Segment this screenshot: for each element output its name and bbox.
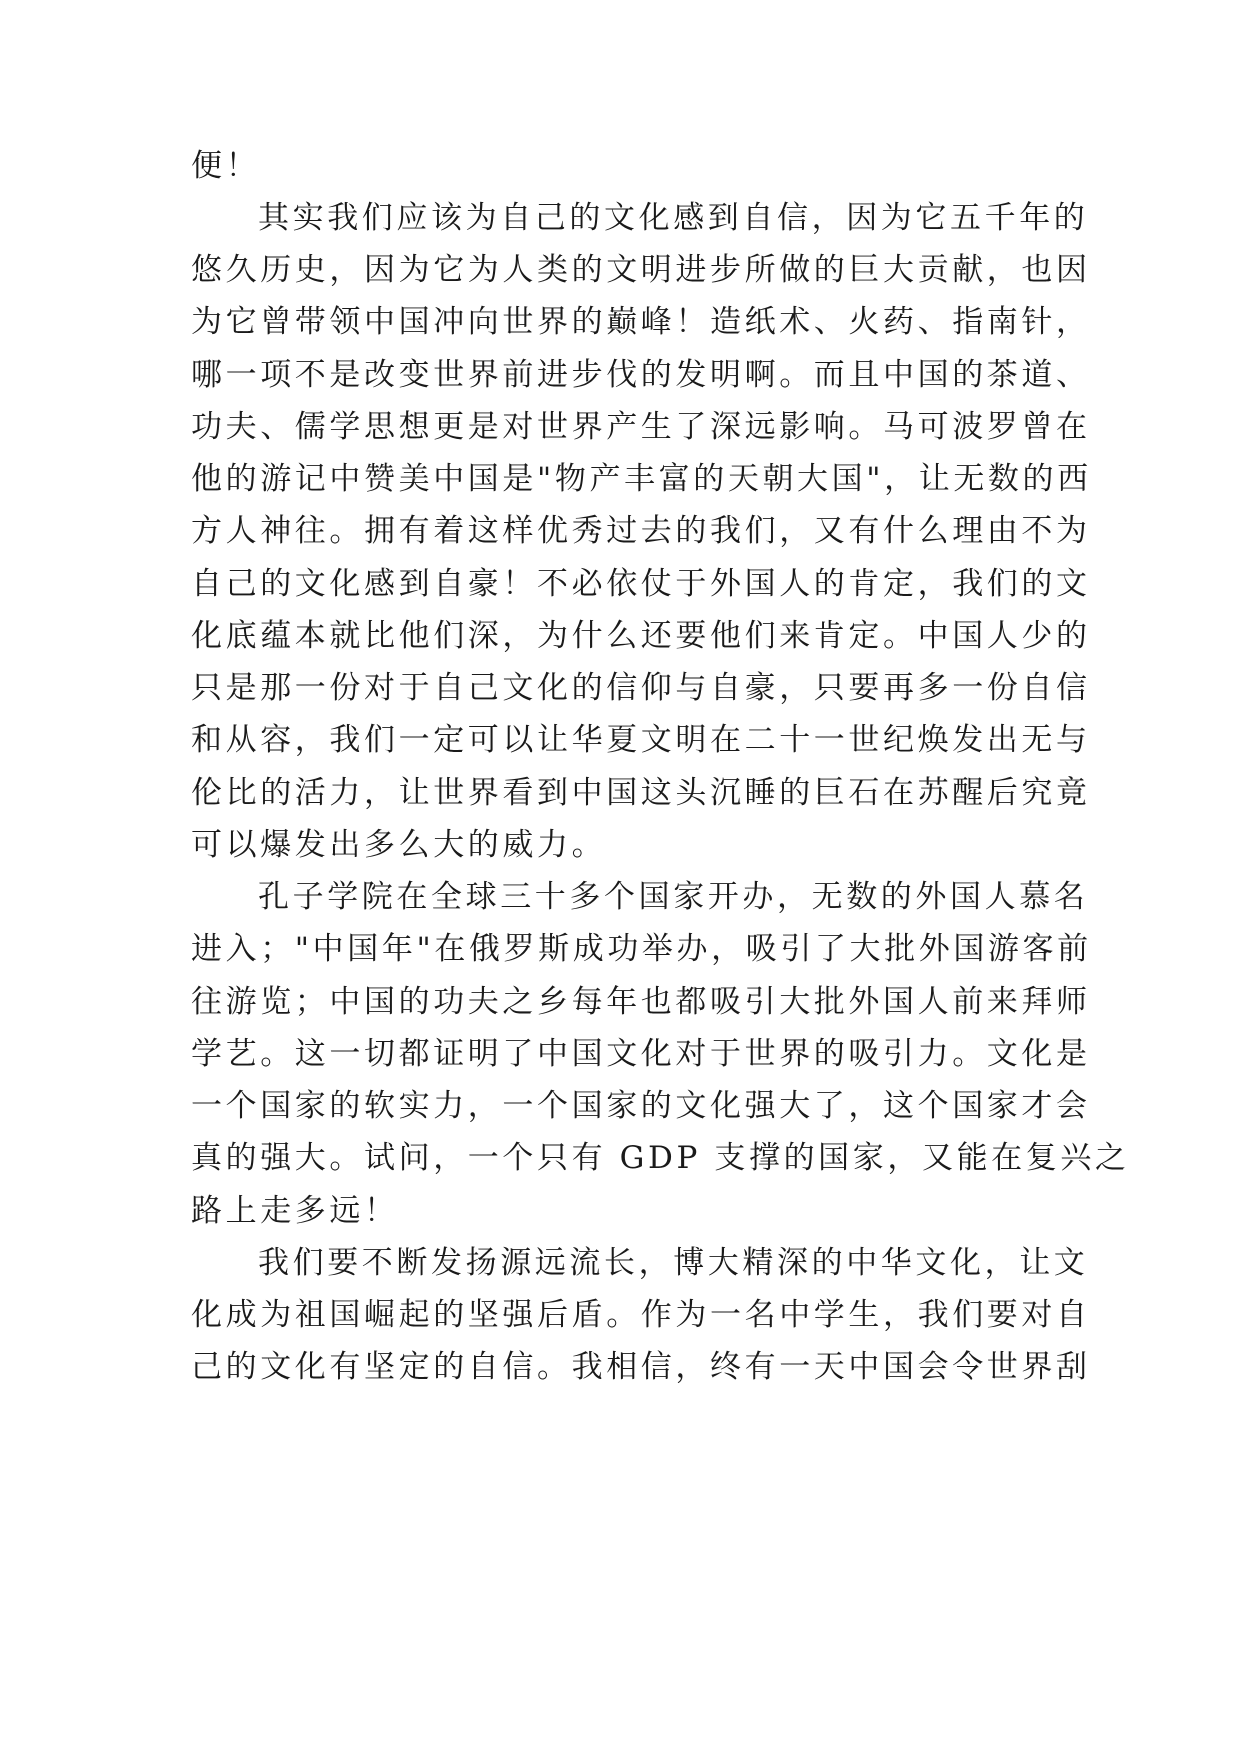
text-line: 一个国家的软实力，一个国家的文化强大了，这个国家才会 — [191, 1088, 1091, 1124]
paragraph-first-line: 孔子学院在全球三十多个国家开办，无数的外国人慕名 — [258, 879, 1089, 915]
text-line: 为它曾带领中国冲向世界的巅峰！造纸术、火药、指南针， — [191, 304, 1091, 340]
text-line: 路上走多远！ — [191, 1193, 399, 1229]
text-line: 和从容，我们一定可以让华夏文明在二十一世纪焕发出无与 — [191, 722, 1091, 758]
text-line: 便！ — [191, 148, 261, 184]
text-line: 他的游记中赞美中国是"物产丰富的天朝大国"，让无数的西 — [191, 461, 1092, 497]
text-line: 只是那一份对于自己文化的信仰与自豪，只要再多一份自信 — [191, 670, 1091, 706]
text-line: 往游览；中国的功夫之乡每年也都吸引大批外国人前来拜师 — [191, 984, 1091, 1020]
text-line: 己的文化有坚定的自信。我相信，终有一天中国会令世界刮 — [191, 1349, 1091, 1385]
text-line: 悠久历史，因为它为人类的文明进步所做的巨大贡献，也因 — [191, 252, 1091, 288]
text-line: 伦比的活力，让世界看到中国这头沉睡的巨石在苏醒后究竟 — [191, 775, 1091, 811]
text-line: 方人神往。拥有着这样优秀过去的我们，又有什么理由不为 — [191, 513, 1091, 549]
text-line: 哪一项不是改变世界前进步伐的发明啊。而且中国的茶道、 — [191, 357, 1091, 393]
text-line: 真的强大。试问，一个只有 GDP 支撑的国家，又能在复兴之 — [191, 1140, 1130, 1176]
text-line: 可以爆发出多么大的威力。 — [191, 827, 607, 863]
text-line: 化成为祖国崛起的坚强后盾。作为一名中学生，我们要对自 — [191, 1297, 1091, 1333]
text-line: 功夫、儒学思想更是对世界产生了深远影响。马可波罗曾在 — [191, 409, 1091, 445]
text-line: 化底蕴本就比他们深，为什么还要他们来肯定。中国人少的 — [191, 618, 1091, 654]
text-line: 自己的文化感到自豪！不必依仗于外国人的肯定，我们的文 — [191, 566, 1091, 602]
text-line: 学艺。这一切都证明了中国文化对于世界的吸引力。文化是 — [191, 1036, 1091, 1072]
text-line: 进入；"中国年"在俄罗斯成功举办，吸引了大批外国游客前 — [191, 931, 1092, 967]
paragraph-first-line: 我们要不断发扬源远流长，博大精深的中华文化，让文 — [258, 1245, 1089, 1281]
paragraph-first-line: 其实我们应该为自己的文化感到自信，因为它五千年的 — [258, 200, 1089, 236]
